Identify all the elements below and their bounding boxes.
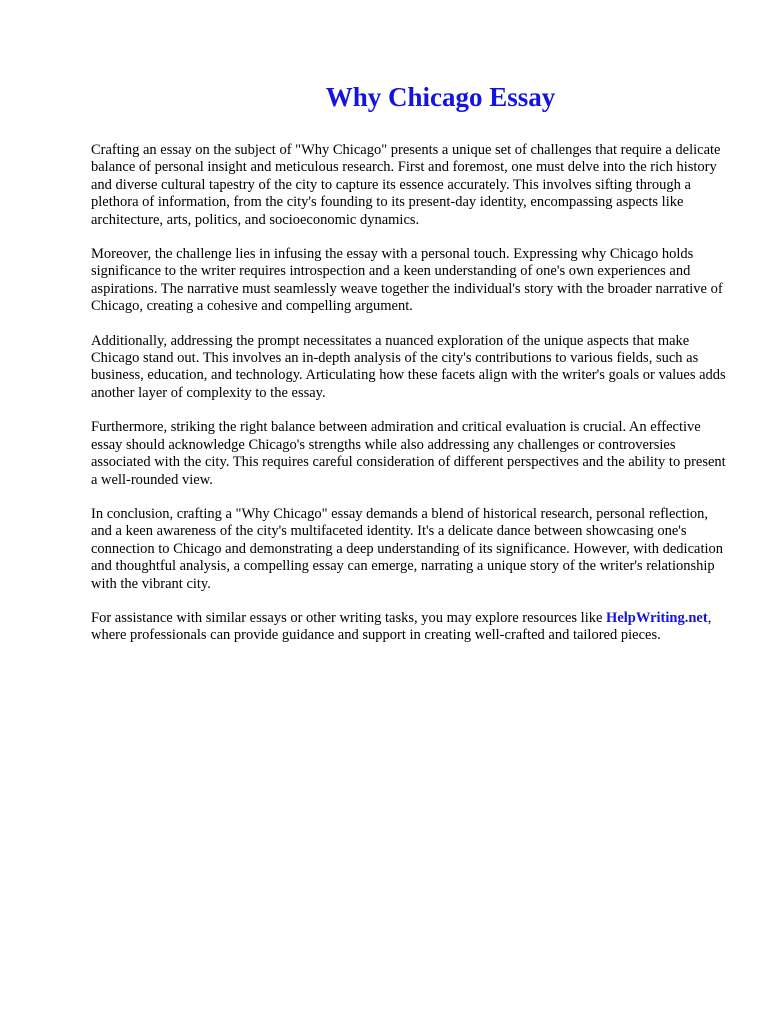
paragraph-balance: Furthermore, striking the right balance between admiration and critical evaluation is crucial. An effective essay should acknowledge Chicago's strengths while also addressing any challenges or controversies associated with the city. This requires careful consideration of different perspectives and the ability to present a well-rounded view. (91, 419, 726, 488)
paragraph-conclusion: In conclusion, crafting a "Why Chicago" essay demands a blend of historical research, personal reflection, and a keen awareness of the city's multifaceted identity. It's a delicate dance between showcasing one's connection to Chicago and demonstrating a deep understanding of its significance. However, with dedication and thoughtful analysis, a compelling essay can emerge, narrating a unique story of the writer's relationship with the vibrant city. (91, 505, 724, 592)
paragraph-closing (91, 610, 731, 645)
paragraph-intro: Crafting an essay on the subject of "Why Chicago" presents a unique set of challenges that require a delicate balance of personal insight and meticulous research. First and foremost, one must delve into the rich history and diverse cultural tapestry of the city to capture its essence accurately. This involves sifting through a plethora of information, from the city's founding to its present-day identity, encompassing aspects like architecture, arts, politics, and socioeconomic dynamics. (91, 142, 721, 228)
closing-text-before-link: For assistance with similar essays or other writing tasks, you may explore resources like (91, 609, 607, 626)
helpwriting-link[interactable]: HelpWriting.net (606, 609, 708, 626)
paragraph-unique-aspects: Additionally, addressing the prompt necessitates a nuanced exploration of the unique aspects that make Chicago stand out. This involves an in-depth analysis of the city's contributions to various fields, such as business, education, and technology. Articulating how these facets align with the writer's goals or values adds another layer of complexity to the essay. (91, 332, 726, 401)
closing-text-after-link: , where professionals can provide guidance and support in creating well-crafted and tailored pieces. (91, 609, 712, 644)
paragraph-personal-touch: Moreover, the challenge lies in infusing the essay with a personal touch. Expressing why Chicago holds significance to the writer requires introspection and a keen understanding of one's own experiences and aspirations. The narrative must seamlessly weave together the individual's story with the broader narrative of Chicago, creating a cohesive and compelling argument. (91, 246, 723, 315)
page-title: Why Chicago Essay (325, 82, 556, 112)
